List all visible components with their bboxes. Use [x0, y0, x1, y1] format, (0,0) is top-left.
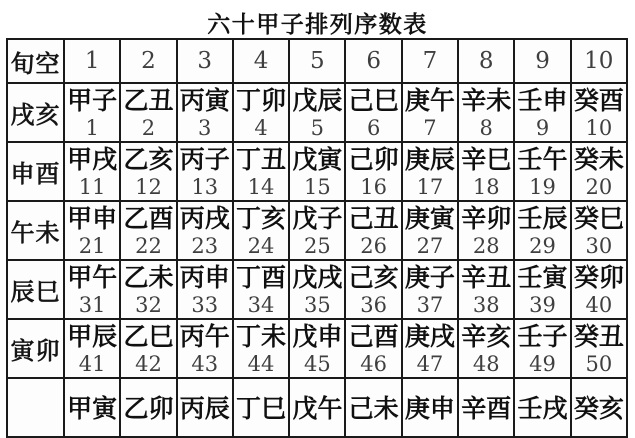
ganzhi-text: 丙寅: [179, 85, 230, 115]
sequence-number: 23: [191, 233, 219, 258]
ganzhi-cell: [345, 201, 401, 260]
ganzhi-cell: [571, 142, 627, 201]
corner-label-cell: 旬空: [7, 39, 64, 83]
ganzhi-text: 丙申: [179, 262, 230, 292]
ganzhi-cell: [289, 319, 345, 378]
ganzhi-cell: [458, 319, 514, 378]
sequence-number: 41: [78, 351, 106, 376]
sequence-number: 25: [303, 233, 331, 258]
ganzhi-cell: [514, 201, 570, 260]
ganzhi-cell: [402, 83, 458, 142]
column-number-cell: 5: [289, 39, 345, 83]
table-row: [7, 260, 627, 319]
ganzhi-cell: [120, 83, 176, 142]
ganzhi-cell: [64, 201, 120, 260]
sequence-number: 18: [472, 174, 500, 199]
ganzhi-cell: [233, 378, 289, 437]
ganzhi-cell: [233, 201, 289, 260]
ganzhi-text: 庚戌: [404, 321, 455, 351]
ganzhi-cell: [289, 83, 345, 142]
ganzhi-cell: [177, 378, 233, 437]
sequence-number: 49: [529, 351, 556, 376]
sequence-number: 9: [535, 115, 550, 140]
ganzhi-text: 丙辰: [179, 393, 230, 423]
ganzhi-text: 辛酉: [461, 393, 512, 423]
ganzhi-cell: [177, 319, 233, 378]
column-number-cell: 8: [458, 39, 514, 83]
ganzhi-cell: [402, 142, 458, 201]
ganzhi-text: 癸酉: [573, 85, 624, 115]
ganzhi-cell: [514, 142, 570, 201]
sequence-number: 46: [360, 351, 387, 376]
sequence-number: 22: [135, 233, 162, 258]
ganzhi-text: 庚申: [404, 393, 455, 423]
table-row: [7, 83, 627, 142]
ganzhi-cell: [120, 142, 176, 201]
ganzhi-cell: [458, 260, 514, 319]
ganzhi-cell: [571, 201, 627, 260]
ganzhi-cell: [177, 260, 233, 319]
jiazi-table-body: [7, 39, 627, 437]
sequence-number: 38: [472, 292, 500, 317]
sequence-number: 17: [416, 174, 444, 199]
ganzhi-text: 癸卯: [573, 262, 624, 292]
sequence-number: 21: [78, 233, 106, 258]
sequence-number: 45: [303, 351, 331, 376]
sequence-number: 43: [191, 351, 219, 376]
sequence-number: 28: [472, 233, 500, 258]
ganzhi-cell: [571, 378, 627, 437]
sequence-number: 29: [529, 233, 556, 258]
ganzhi-text: 戊辰: [292, 85, 343, 115]
sequence-number: 3: [198, 115, 212, 140]
ganzhi-text: 壬辰: [517, 203, 568, 233]
table-row: [7, 319, 627, 378]
ganzhi-text: 庚午: [404, 85, 455, 115]
column-number-cell: 4: [233, 39, 289, 83]
table-row: [7, 142, 627, 201]
ganzhi-cell: [233, 83, 289, 142]
ganzhi-cell: [120, 378, 176, 437]
sequence-number: 6: [366, 115, 381, 140]
sequence-number: 26: [360, 233, 387, 258]
ganzhi-cell: [345, 260, 401, 319]
column-number-cell: 1: [64, 39, 120, 83]
ganzhi-text: 庚辰: [404, 144, 455, 174]
sequence-number: 27: [416, 233, 444, 258]
ganzhi-text: 己巳: [348, 85, 399, 115]
ganzhi-cell: [514, 260, 570, 319]
ganzhi-cell: [64, 319, 120, 378]
sequence-number: 16: [360, 174, 387, 199]
ganzhi-cell: [345, 319, 401, 378]
ganzhi-cell: [64, 260, 120, 319]
ganzhi-cell: [458, 142, 514, 201]
ganzhi-cell: [458, 83, 514, 142]
ganzhi-text: 乙卯: [123, 393, 174, 423]
sequence-number: 47: [416, 351, 444, 376]
ganzhi-text: 癸巳: [573, 203, 624, 233]
sequence-number: 20: [585, 174, 613, 199]
sequence-number: 13: [191, 174, 219, 199]
sequence-number: 11: [78, 174, 106, 199]
row-label-cell: 辰巳: [7, 260, 64, 319]
column-number-cell: 10: [571, 39, 627, 83]
ganzhi-text: 壬戌: [517, 393, 568, 423]
ganzhi-cell: [345, 142, 401, 201]
ganzhi-text: 丁酉: [236, 262, 287, 292]
ganzhi-cell: [64, 142, 120, 201]
ganzhi-text: 甲子: [67, 85, 118, 115]
ganzhi-text: 戊子: [292, 203, 343, 233]
row-label-cell: 寅卯: [7, 319, 64, 378]
ganzhi-text: 丙戌: [179, 203, 230, 233]
ganzhi-text: 壬申: [517, 85, 568, 115]
ganzhi-text: 丁亥: [236, 203, 287, 233]
ganzhi-cell: [289, 142, 345, 201]
ganzhi-text: 丙子: [179, 144, 230, 174]
ganzhi-cell: [571, 319, 627, 378]
ganzhi-text: 辛卯: [461, 203, 512, 233]
ganzhi-cell: [458, 378, 514, 437]
ganzhi-cell: [177, 201, 233, 260]
sequence-number: 39: [529, 292, 556, 317]
sequence-number: 14: [247, 174, 275, 199]
ganzhi-text: 己未: [348, 393, 399, 423]
sequence-number: 1: [85, 115, 99, 140]
ganzhi-cell: [177, 83, 233, 142]
ganzhi-text: 乙巳: [123, 321, 174, 351]
ganzhi-text: 乙丑: [123, 85, 174, 115]
ganzhi-text: 丁巳: [236, 393, 287, 423]
ganzhi-cell: [233, 142, 289, 201]
ganzhi-text: 壬寅: [517, 262, 568, 292]
ganzhi-cell: [177, 142, 233, 201]
table-row: [7, 201, 627, 260]
ganzhi-cell: [571, 260, 627, 319]
ganzhi-text: 丙午: [179, 321, 230, 351]
ganzhi-cell: [345, 83, 401, 142]
sequence-number: 15: [303, 174, 331, 199]
ganzhi-cell: [345, 378, 401, 437]
column-number-cell: 3: [177, 39, 233, 83]
ganzhi-cell: [458, 201, 514, 260]
sequence-number: 24: [247, 233, 275, 258]
sequence-number: 44: [247, 351, 275, 376]
ganzhi-text: 己亥: [348, 262, 399, 292]
sequence-number: 7: [423, 115, 437, 140]
row-label-cell: 申酉: [7, 142, 64, 201]
sequence-number: 34: [247, 292, 275, 317]
row-label-cell: 午未: [7, 201, 64, 260]
sequence-number: 36: [360, 292, 387, 317]
ganzhi-text: 辛亥: [461, 321, 512, 351]
ganzhi-cell: [402, 260, 458, 319]
sequence-number: 50: [585, 351, 613, 376]
ganzhi-cell: [233, 319, 289, 378]
ganzhi-text: 壬子: [517, 321, 568, 351]
ganzhi-text: 辛巳: [461, 144, 512, 174]
ganzhi-text: 辛未: [461, 85, 512, 115]
ganzhi-cell: [514, 378, 570, 437]
ganzhi-text: 己卯: [348, 144, 399, 174]
ganzhi-text: 戊申: [292, 321, 343, 351]
row-label-cell: 戌亥: [7, 83, 64, 142]
ganzhi-cell: [64, 83, 120, 142]
sequence-number: 48: [472, 351, 500, 376]
ganzhi-cell: [120, 201, 176, 260]
ganzhi-text: 甲辰: [67, 321, 118, 351]
ganzhi-text: 甲申: [67, 203, 118, 233]
ganzhi-text: 癸未: [573, 144, 624, 174]
sequence-number: 30: [585, 233, 613, 258]
ganzhi-cell: [120, 319, 176, 378]
ganzhi-text: 庚子: [404, 262, 455, 292]
ganzhi-text: 戊戌: [292, 262, 343, 292]
header-row: [7, 39, 627, 83]
ganzhi-text: 丁丑: [236, 144, 287, 174]
sequence-number: 31: [78, 292, 106, 317]
ganzhi-cell: [233, 260, 289, 319]
column-number-cell: 9: [514, 39, 570, 83]
sequence-number: 8: [479, 115, 493, 140]
ganzhi-cell: [120, 260, 176, 319]
sequence-number: 5: [310, 115, 325, 140]
sequence-number: 4: [254, 115, 268, 140]
ganzhi-text: 戊午: [292, 393, 343, 423]
sequence-number: 10: [585, 115, 613, 140]
table-row: [7, 378, 627, 437]
sequence-number: 35: [303, 292, 331, 317]
sequence-number: 33: [191, 292, 219, 317]
page-title: 六十甲子排列序数表: [207, 12, 428, 38]
ganzhi-text: 甲寅: [67, 393, 118, 423]
ganzhi-text: 癸亥: [573, 393, 624, 423]
sequence-number: 40: [585, 292, 613, 317]
ganzhi-cell: [514, 319, 570, 378]
ganzhi-text: 己酉: [348, 321, 399, 351]
ganzhi-text: 甲戌: [67, 144, 118, 174]
ganzhi-cell: [402, 378, 458, 437]
ganzhi-cell: [289, 378, 345, 437]
ganzhi-text: 乙未: [123, 262, 174, 292]
ganzhi-text: 癸丑: [573, 321, 624, 351]
column-number-cell: 6: [345, 39, 401, 83]
ganzhi-text: 戊寅: [292, 144, 343, 174]
ganzhi-text: 甲午: [67, 262, 118, 292]
ganzhi-cell: [402, 201, 458, 260]
sequence-number: 42: [135, 351, 162, 376]
ganzhi-text: 己丑: [348, 203, 399, 233]
ganzhi-text: 乙酉: [123, 203, 174, 233]
ganzhi-text: 壬午: [517, 144, 568, 174]
ganzhi-text: 丁卯: [236, 85, 287, 115]
column-number-cell: 7: [402, 39, 458, 83]
sequence-number: 2: [141, 115, 156, 140]
ganzhi-text: 乙亥: [123, 144, 174, 174]
sequence-number: 32: [135, 292, 162, 317]
sequence-number: 12: [135, 174, 162, 199]
ganzhi-cell: [402, 319, 458, 378]
ganzhi-text: 丁未: [236, 321, 287, 351]
ganzhi-text: 辛丑: [461, 262, 512, 292]
sequence-number: 19: [529, 174, 556, 199]
ganzhi-cell: [514, 83, 570, 142]
ganzhi-cell: [289, 260, 345, 319]
ganzhi-cell: [571, 83, 627, 142]
ganzhi-text: 庚寅: [404, 203, 455, 233]
jiazi-table: [6, 38, 628, 438]
row-label-cell: [7, 378, 64, 437]
column-number-cell: 2: [120, 39, 176, 83]
sequence-number: 37: [416, 292, 444, 317]
ganzhi-cell: [289, 201, 345, 260]
ganzhi-cell: [64, 378, 120, 437]
